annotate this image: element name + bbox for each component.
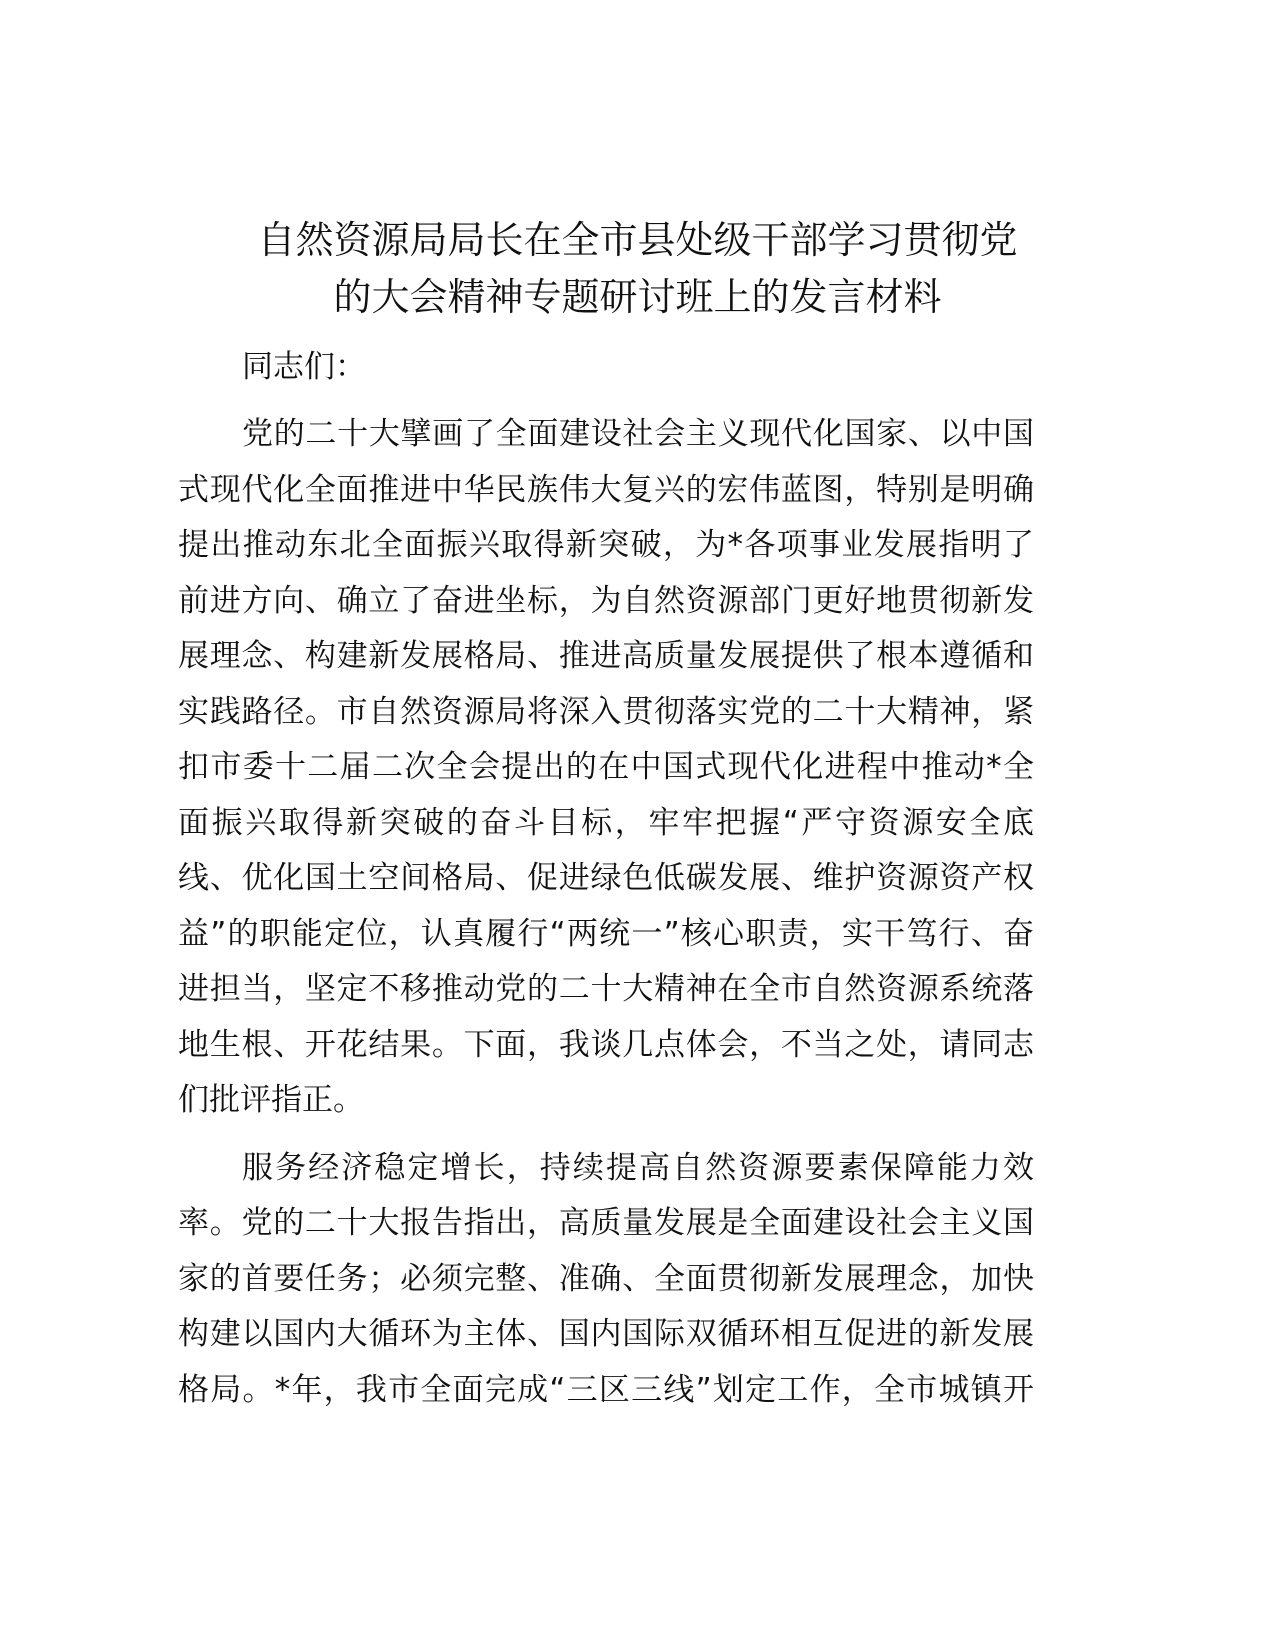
paragraph-line: 前进方向、确立了奋进坐标，为自然资源部门更好地贯彻新发: [178, 582, 1034, 619]
paragraph-line: 式现代化全面推进中华民族伟大复兴的宏伟蓝图，特别是明确: [178, 471, 1034, 508]
paragraph-line: 扣市委十二届二次全会提出的在中国式现代化进程中推动*全: [178, 749, 1034, 785]
paragraph-line: 们批评指正。: [178, 1082, 364, 1118]
document-body: [178, 340, 1034, 1430]
paragraph-line: 家的首要任务；必须完整、准确、全面贯彻新发展理念，加快: [178, 1260, 1034, 1297]
greeting: 同志们：: [242, 349, 366, 385]
paragraph-line: 构建以国内大循环为主体、国内国际双循环相互促进的新发展: [178, 1316, 1034, 1352]
paragraph: [178, 1141, 1034, 1419]
paragraph-line: 面振兴取得新突破的奋斗目标，牢牢把握“严守资源安全底: [178, 804, 1034, 841]
paragraphs: [178, 407, 1034, 1418]
paragraph-line: 地生根、开花结果。下面，我谈几点体会，不当之处，请同志: [178, 1026, 1034, 1063]
title-line: 的大会精神专题研讨班上的发言材料: [333, 275, 942, 319]
paragraph-line: 实践路径。市自然资源局将深入贯彻落实党的二十大精神，紧: [178, 693, 1034, 730]
paragraph: [178, 407, 1034, 1129]
title-line: 自然资源局局长在全市县处级干部学习贯彻党: [257, 218, 1018, 262]
paragraph-line: 进担当，坚定不移推动党的二十大精神在全市自然资源系统落: [178, 971, 1034, 1007]
paragraph-line: 率。党的二十大报告指出，高质量发展是全面建设社会主义国: [178, 1205, 1034, 1241]
paragraph-line: 线、优化国土空间格局、促进绿色低碳发展、维护资源资产权: [178, 860, 1034, 896]
document-title: [150, 212, 1125, 326]
paragraph-line: 展理念、构建新发展格局、推进高质量发展提供了根本遵循和: [178, 638, 1034, 674]
paragraph-line: 服务经济稳定增长，持续提高自然资源要素保障能力效: [242, 1149, 1034, 1186]
paragraph-line: 益”的职能定位，认真履行“两统一”核心职责，实干笃行、奋: [178, 915, 1034, 952]
paragraph-line: 提出推动东北全面振兴取得新突破，为*各项事业发展指明了: [178, 527, 1034, 563]
paragraph-line: 党的二十大擘画了全面建设社会主义现代化国家、以中国: [242, 416, 1034, 452]
paragraph-line: 格局。*年，我市全面完成“三区三线”划定工作，全市城镇开: [178, 1371, 1034, 1408]
